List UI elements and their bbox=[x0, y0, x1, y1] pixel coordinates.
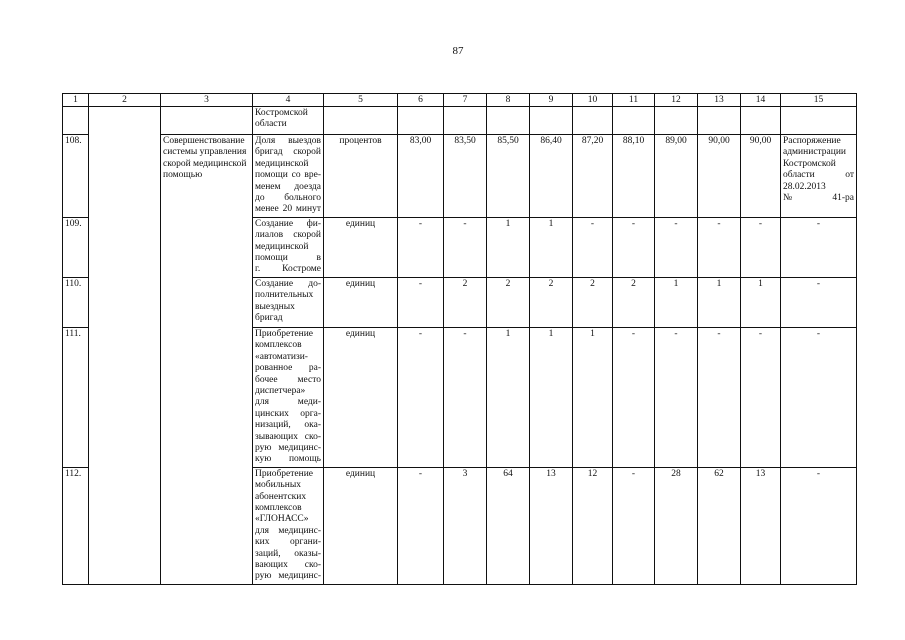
value-cell bbox=[398, 107, 444, 135]
unit-cell bbox=[324, 107, 398, 135]
value-cell: 1 bbox=[530, 217, 573, 277]
program-measure-cell bbox=[161, 107, 253, 135]
unit-cell: единиц bbox=[324, 467, 398, 584]
unit-cell: процентов bbox=[324, 135, 398, 218]
value-cell: - bbox=[398, 277, 444, 327]
table-header-row bbox=[63, 94, 857, 107]
value-cell: 64 bbox=[487, 467, 530, 584]
value-cell: 2 bbox=[530, 277, 573, 327]
value-cell: 1 bbox=[573, 327, 613, 467]
value-cell bbox=[573, 107, 613, 135]
value-cell: 1 bbox=[741, 277, 781, 327]
column-header: 10 bbox=[573, 94, 613, 107]
value-cell: - bbox=[573, 217, 613, 277]
column-header: 6 bbox=[398, 94, 444, 107]
value-cell: 89,00 bbox=[655, 135, 698, 218]
program-measure-cell: Совершенствование системы управления скорой медицинской помощью bbox=[161, 135, 253, 585]
column-header: 15 bbox=[781, 94, 857, 107]
value-cell: 86,40 bbox=[530, 135, 573, 218]
value-cell: - bbox=[655, 217, 698, 277]
indicator-name-cell: Приобретение мобильных абонентских комплексов «ГЛОНАСС» для медицинс- ких органи- заций, оказы- вающих ско- рую медицинс- bbox=[253, 467, 324, 584]
value-cell: - bbox=[741, 327, 781, 467]
indicator-name-cell: Костромской области bbox=[253, 107, 324, 135]
table-row bbox=[63, 107, 857, 135]
value-cell: - bbox=[398, 467, 444, 584]
value-cell: - bbox=[613, 217, 655, 277]
source-document-cell: Распоряжение администрации Костромской области от 28.02.2013 № 41-ра bbox=[781, 135, 857, 218]
value-cell bbox=[698, 107, 741, 135]
column-header: 1 bbox=[63, 94, 89, 107]
row-number-cell: 109. bbox=[63, 217, 89, 277]
column-header: 14 bbox=[741, 94, 781, 107]
value-cell: - bbox=[613, 327, 655, 467]
column-2-cell bbox=[89, 107, 161, 585]
column-header: 4 bbox=[253, 94, 324, 107]
column-header: 7 bbox=[444, 94, 487, 107]
value-cell: 2 bbox=[487, 277, 530, 327]
unit-cell: единиц bbox=[324, 277, 398, 327]
value-cell: - bbox=[741, 217, 781, 277]
value-cell: 13 bbox=[530, 467, 573, 584]
value-cell: 2 bbox=[613, 277, 655, 327]
value-cell bbox=[741, 107, 781, 135]
indicator-name-cell: Создание фи- лиалов скорой медицинской помощи в г. Костроме bbox=[253, 217, 324, 277]
source-document-cell: - bbox=[781, 277, 857, 327]
indicator-name-cell: Приобретение комплексов «автоматизи- рованное ра- бочее место диспетчера» для меди- цинских орга- низаций, ока- зывающих ско- рую медицинс- кую помощь bbox=[253, 327, 324, 467]
value-cell: - bbox=[444, 327, 487, 467]
value-cell: 2 bbox=[573, 277, 613, 327]
value-cell: - bbox=[698, 217, 741, 277]
value-cell: 12 bbox=[573, 467, 613, 584]
value-cell: - bbox=[398, 217, 444, 277]
column-header: 13 bbox=[698, 94, 741, 107]
value-cell bbox=[655, 107, 698, 135]
row-number-cell bbox=[63, 107, 89, 135]
column-header: 5 bbox=[324, 94, 398, 107]
value-cell: 88,10 bbox=[613, 135, 655, 218]
table-body bbox=[63, 107, 857, 585]
value-cell: 2 bbox=[444, 277, 487, 327]
indicator-name-cell: Создание до- полнительных выездных бригад bbox=[253, 277, 324, 327]
page-number: 87 bbox=[452, 45, 464, 57]
value-cell: - bbox=[444, 217, 487, 277]
row-number-cell: 108. bbox=[63, 135, 89, 218]
source-document-cell: - bbox=[781, 217, 857, 277]
value-cell: 1 bbox=[655, 277, 698, 327]
value-cell bbox=[444, 107, 487, 135]
value-cell: - bbox=[698, 327, 741, 467]
table-row bbox=[63, 135, 857, 218]
value-cell: - bbox=[398, 327, 444, 467]
value-cell: 90,00 bbox=[741, 135, 781, 218]
value-cell: 83,00 bbox=[398, 135, 444, 218]
source-document-cell: - bbox=[781, 467, 857, 584]
row-number-cell: 110. bbox=[63, 277, 89, 327]
value-cell: 1 bbox=[698, 277, 741, 327]
value-cell: - bbox=[613, 467, 655, 584]
unit-cell: единиц bbox=[324, 217, 398, 277]
source-document-cell: - bbox=[781, 327, 857, 467]
value-cell: 83,50 bbox=[444, 135, 487, 218]
indicators-table bbox=[62, 93, 857, 585]
row-number-cell: 111. bbox=[63, 327, 89, 467]
column-header: 3 bbox=[161, 94, 253, 107]
unit-cell: единиц bbox=[324, 327, 398, 467]
value-cell: - bbox=[655, 327, 698, 467]
value-cell: 85,50 bbox=[487, 135, 530, 218]
value-cell: 3 bbox=[444, 467, 487, 584]
indicator-name-cell: Доля выездов бригад скорой медицинской помощи со вре- менем доезда до больного менее 20 минут bbox=[253, 135, 324, 218]
column-header: 2 bbox=[89, 94, 161, 107]
value-cell: 87,20 bbox=[573, 135, 613, 218]
value-cell bbox=[613, 107, 655, 135]
value-cell bbox=[530, 107, 573, 135]
column-header: 11 bbox=[613, 94, 655, 107]
value-cell bbox=[487, 107, 530, 135]
value-cell: 13 bbox=[741, 467, 781, 584]
value-cell: 90,00 bbox=[698, 135, 741, 218]
value-cell: 1 bbox=[487, 327, 530, 467]
column-header: 9 bbox=[530, 94, 573, 107]
value-cell: 28 bbox=[655, 467, 698, 584]
source-document-cell bbox=[781, 107, 857, 135]
row-number-cell: 112. bbox=[63, 467, 89, 584]
value-cell: 1 bbox=[487, 217, 530, 277]
column-header: 8 bbox=[487, 94, 530, 107]
value-cell: 62 bbox=[698, 467, 741, 584]
column-header: 12 bbox=[655, 94, 698, 107]
value-cell: 1 bbox=[530, 327, 573, 467]
